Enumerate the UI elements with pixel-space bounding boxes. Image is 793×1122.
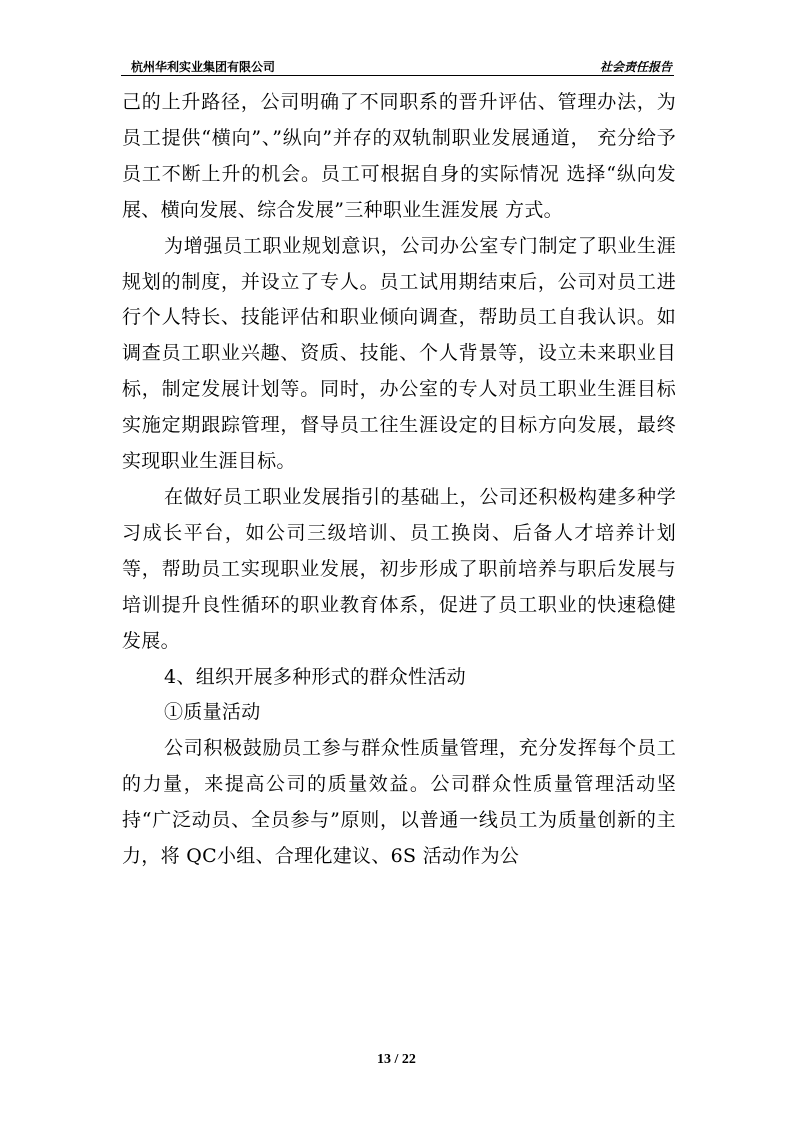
paragraph-quality-management: 公司积极鼓励员工参与群众性质量管理，充分发挥每个员工的力量，来提高公司的质量效益。公司群众性质量管理活动坚持“广泛动员、全员参与”原则，以普通一线员工为质量创新的主力，将 QC小组、合理化建议、6S 活动作为公	[122, 737, 676, 868]
page-header	[121, 55, 674, 76]
company-name: 杭州华利实业集团有限公司	[131, 60, 276, 74]
section-heading-mass-activities: 4、组织开展多种形式的群众性活动	[164, 665, 466, 688]
paragraph-learning-platforms: 在做好员工职业发展指引的基础上，公司还积极构建多种学习成长平台，如公司三级培训、员工换岗、后备人才培养计划等，帮助员工实现职业发展，初步形成了职前培养与职后发展与培训提升良性循环的职业教育体系，促进了员工职业的快速稳健发展。	[122, 485, 676, 652]
document-body	[122, 85, 676, 875]
report-title: 社会责任报告	[599, 60, 672, 74]
paragraph-career-paths: 己的上升路径，公司明确了不同职系的晋升评估、管理办法，为员工提供“横向”、”纵向”并存的双轨制职业发展通道， 充分给予员工不断上升的机会。员工可根据自身的实际情况 选择“纵向发展、横向发展、综合发展”三种职业生涯发展 方式。	[122, 91, 676, 221]
subsection-heading-quality-activities: ①质量活动	[164, 701, 261, 724]
page-number: 13 / 22	[377, 1052, 416, 1067]
paragraph-career-planning: 为增强员工职业规划意识，公司办公室专门制定了职业生涯规划的制度，并设立了专人。员工试用期结束后，公司对员工进行个人特长、技能评估和职业倾向调查，帮助员工自我认识。如调查员工职业兴趣、资质、技能、个人背景等，设立未来职业目标，制定发展计划等。同时，办公室的专人对员工职业生涯目标实施定期跟踪管理，督导员工往生涯设定的目标方向发展，最终实现职业生涯目标。	[122, 234, 676, 473]
